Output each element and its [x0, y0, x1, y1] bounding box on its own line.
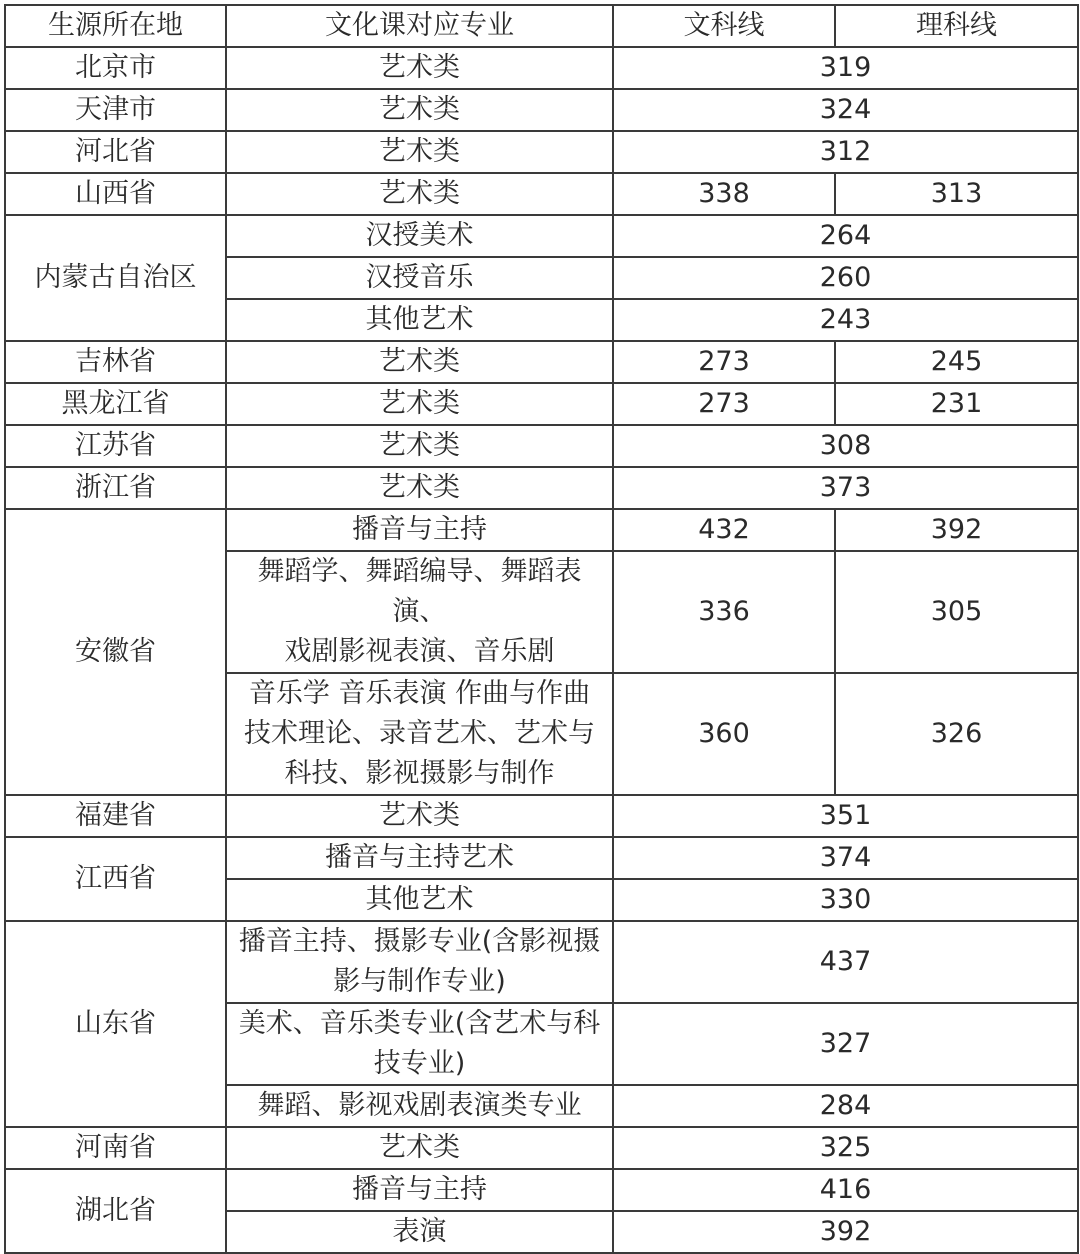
region-cell: 河北省	[5, 131, 226, 173]
score-cell: 351	[613, 795, 1078, 837]
table-row	[5, 425, 1078, 467]
major-cell: 艺术类	[226, 341, 613, 383]
region-cell: 北京市	[5, 47, 226, 89]
major-cell: 表演	[226, 1211, 613, 1253]
region-cell: 福建省	[5, 795, 226, 837]
score-cell: 284	[613, 1085, 1078, 1127]
region-cell: 黑龙江省	[5, 383, 226, 425]
table-row	[5, 47, 1078, 89]
region-cell: 浙江省	[5, 467, 226, 509]
li-score-cell: 231	[835, 383, 1078, 425]
region-cell: 吉林省	[5, 341, 226, 383]
score-cell: 392	[613, 1211, 1078, 1253]
li-score-cell: 313	[835, 173, 1078, 215]
score-cell: 330	[613, 879, 1078, 921]
score-cell: 327	[613, 1003, 1078, 1085]
major-cell: 汉授音乐	[226, 257, 613, 299]
score-cell: 437	[613, 921, 1078, 1003]
region-cell: 江苏省	[5, 425, 226, 467]
li-score-cell: 305	[835, 551, 1078, 673]
score-cell: 308	[613, 425, 1078, 467]
region-cell: 内蒙古自治区	[5, 215, 226, 341]
major-cell: 艺术类	[226, 467, 613, 509]
major-cell: 舞蹈、影视戏剧表演类专业	[226, 1085, 613, 1127]
score-cell: 324	[613, 89, 1078, 131]
major-cell: 播音与主持	[226, 1169, 613, 1211]
li-score-cell: 392	[835, 509, 1078, 551]
table-row	[5, 1127, 1078, 1169]
table-row	[5, 921, 1078, 1003]
major-line: 音乐学 音乐表演 作曲与作曲	[248, 678, 591, 709]
wen-score-cell: 336	[613, 551, 835, 673]
region-cell: 江西省	[5, 837, 226, 921]
major-line: 舞蹈学、舞蹈编导、舞蹈表演、	[257, 556, 582, 627]
region-cell: 安徽省	[5, 509, 226, 795]
table-row	[5, 173, 1078, 215]
table-row	[5, 795, 1078, 837]
header-row	[5, 5, 1078, 47]
score-cell: 325	[613, 1127, 1078, 1169]
region-cell: 湖北省	[5, 1169, 226, 1253]
major-cell	[226, 551, 613, 673]
wen-score-cell: 360	[613, 673, 835, 795]
score-cell: 416	[613, 1169, 1078, 1211]
wen-score-cell: 273	[613, 383, 835, 425]
table-row	[5, 131, 1078, 173]
header-wen: 文科线	[613, 5, 835, 47]
major-cell: 艺术类	[226, 425, 613, 467]
table-row	[5, 215, 1078, 257]
major-cell: 艺术类	[226, 795, 613, 837]
major-cell: 艺术类	[226, 383, 613, 425]
region-cell: 山西省	[5, 173, 226, 215]
major-line: 技专业)	[373, 1048, 466, 1079]
table-row	[5, 341, 1078, 383]
table-row	[5, 837, 1078, 879]
score-cell: 260	[613, 257, 1078, 299]
score-table	[4, 4, 1079, 1254]
major-cell: 汉授美术	[226, 215, 613, 257]
major-cell: 艺术类	[226, 89, 613, 131]
wen-score-cell: 273	[613, 341, 835, 383]
wen-score-cell: 432	[613, 509, 835, 551]
header-li: 理科线	[835, 5, 1078, 47]
major-cell	[226, 921, 613, 1003]
score-cell: 319	[613, 47, 1078, 89]
wen-score-cell: 338	[613, 173, 835, 215]
li-score-cell: 326	[835, 673, 1078, 795]
li-score-cell: 245	[835, 341, 1078, 383]
major-line: 科技、影视摄影与制作	[284, 758, 555, 789]
region-cell: 河南省	[5, 1127, 226, 1169]
region-cell: 天津市	[5, 89, 226, 131]
major-cell: 其他艺术	[226, 299, 613, 341]
score-cell: 373	[613, 467, 1078, 509]
major-line: 影与制作专业)	[333, 966, 506, 997]
major-cell	[226, 1003, 613, 1085]
major-line: 戏剧影视表演、音乐剧	[284, 636, 555, 667]
score-cell: 312	[613, 131, 1078, 173]
score-cell: 374	[613, 837, 1078, 879]
region-cell: 山东省	[5, 921, 226, 1127]
major-line: 技术理论、录音艺术、艺术与	[244, 718, 595, 749]
table-row	[5, 1169, 1078, 1211]
major-cell: 艺术类	[226, 1127, 613, 1169]
major-cell: 艺术类	[226, 173, 613, 215]
table-row	[5, 509, 1078, 551]
table-row	[5, 383, 1078, 425]
major-cell: 艺术类	[226, 47, 613, 89]
table-row	[5, 467, 1078, 509]
major-line: 美术、音乐类专业(含艺术与科	[238, 1008, 601, 1039]
score-cell: 243	[613, 299, 1078, 341]
score-cell: 264	[613, 215, 1078, 257]
major-cell	[226, 673, 613, 795]
header-major: 文化课对应专业	[226, 5, 613, 47]
table-row	[5, 89, 1078, 131]
major-cell: 其他艺术	[226, 879, 613, 921]
header-region: 生源所在地	[5, 5, 226, 47]
major-cell: 播音与主持	[226, 509, 613, 551]
major-cell: 艺术类	[226, 131, 613, 173]
major-cell: 播音与主持艺术	[226, 837, 613, 879]
major-line: 播音主持、摄影专业(含影视摄	[238, 926, 601, 957]
